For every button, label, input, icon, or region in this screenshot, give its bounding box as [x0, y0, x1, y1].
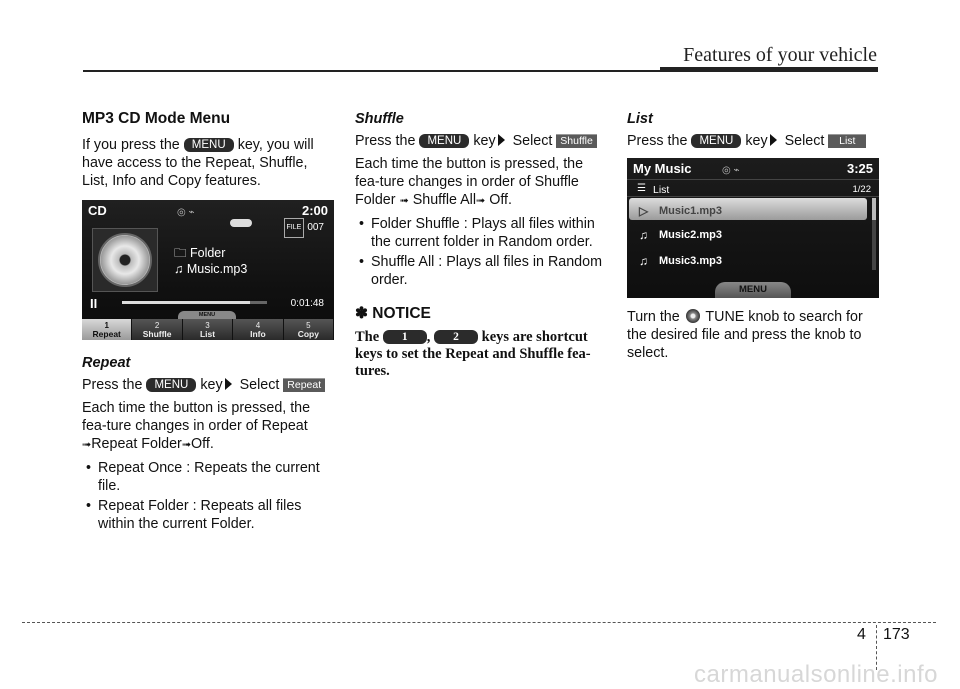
notice-comma: ,	[426, 329, 435, 345]
desc-text: Each time the button is pressed, the fea-ture changes in order of Shuffle Folder	[355, 156, 584, 208]
play-icon: ▷	[639, 204, 649, 218]
column-left	[82, 110, 334, 535]
arrow-icon: ➟	[399, 195, 409, 207]
song-name: Music3.mp3	[659, 255, 722, 267]
elapsed-time: 0:01:48	[290, 298, 324, 309]
song-name: Music2.mp3	[659, 229, 722, 241]
page-header-title: Features of your vehicle	[683, 44, 877, 66]
shuffle-option-badge: Shuffle	[556, 134, 597, 148]
tab-info[interactable]	[233, 319, 283, 340]
repeat-heading: Repeat	[82, 355, 131, 371]
footer-rule	[22, 622, 936, 623]
key-text: key	[196, 377, 223, 393]
cd-disc-icon	[98, 233, 152, 287]
menu-tab[interactable]: MENU	[715, 282, 791, 298]
menu-key-badge: MENU	[691, 134, 741, 148]
song-name: Music1.mp3	[659, 205, 722, 217]
tab-label: List	[199, 329, 216, 339]
usb-icon: ◎ ⌁	[722, 165, 740, 176]
list-count: 1/22	[852, 184, 871, 195]
select-text: Select	[780, 133, 829, 149]
shuffle-heading: Shuffle	[355, 111, 404, 127]
desc-text-mid: Repeat Folder	[91, 436, 182, 452]
page-number: 173	[883, 626, 910, 643]
pause-icon: II	[90, 296, 98, 311]
notice-text-cont: keys are shortcut keys to set the Repeat and Shuffle fea-tures.	[355, 329, 591, 379]
list-instruction	[627, 132, 879, 150]
intro-text-cont: key, you will have access to the Repeat, Shuffle, List, Info and Copy features.	[82, 137, 314, 189]
screen-status-bar	[627, 158, 879, 178]
list-item: • Shuffle All : Plays all files in Random order.	[355, 253, 607, 289]
menu-key-badge: MENU	[146, 378, 196, 392]
tab-number: 4	[255, 321, 261, 330]
file-number	[284, 218, 324, 238]
list-icon: ☰	[637, 183, 646, 194]
notice-body	[355, 329, 607, 380]
desc-text-end: Off.	[485, 192, 513, 208]
folder-name: Folder	[189, 246, 226, 260]
screen-title: CD	[88, 203, 107, 218]
desc-text-mid: Shuffle All	[412, 192, 477, 208]
cd-menu-tabs	[82, 319, 334, 340]
tab-label: Copy	[297, 329, 319, 339]
select-text: Select	[508, 133, 557, 149]
list-option-badge: List	[828, 134, 866, 148]
scrollbar[interactable]	[872, 198, 876, 270]
arrow-icon: ➟	[181, 439, 192, 451]
progress-fill	[122, 301, 250, 304]
arrow-icon: ➟	[476, 195, 486, 207]
file-row	[174, 260, 247, 278]
cd-indicator-icon	[230, 219, 252, 227]
column-middle	[355, 110, 607, 380]
column-right	[627, 110, 879, 367]
notice-title: ✽ NOTICE	[355, 305, 431, 322]
chapter-number: 4	[857, 626, 866, 643]
screen-title: My Music	[633, 161, 692, 176]
list-heading: List	[627, 111, 653, 127]
key-1-badge: 1	[383, 330, 427, 344]
music-note-icon: ♫	[174, 262, 187, 276]
desc-text-end: Off.	[191, 436, 214, 452]
music-note-icon: ♫	[639, 228, 648, 242]
tab-number: 3	[205, 321, 210, 330]
tab-repeat[interactable]	[82, 319, 132, 340]
arrow-right-icon	[225, 378, 232, 390]
my-music-screen	[627, 158, 879, 298]
list-item: • Repeat Once : Repeats the current file.	[82, 459, 334, 495]
menu-key-badge: MENU	[419, 134, 469, 148]
list-item: • Repeat Folder : Repeats all files within the current Folder.	[82, 497, 334, 533]
shuffle-description	[355, 155, 607, 210]
tab-copy[interactable]	[284, 319, 334, 340]
shuffle-list	[355, 215, 607, 289]
file-name: Music.mp3	[186, 262, 248, 276]
key-2-badge: 2	[434, 330, 478, 344]
tab-shuffle[interactable]	[132, 319, 182, 340]
screen-time: 2:00	[301, 203, 328, 218]
screen-time: 3:25	[846, 161, 873, 176]
repeat-description	[82, 399, 334, 454]
file-tag: FILE	[284, 218, 305, 238]
tab-list[interactable]	[183, 319, 233, 340]
select-text: Select	[235, 377, 284, 393]
scrollbar-thumb[interactable]	[872, 198, 876, 220]
desc-text: Each time the button is pressed, the fea-ture changes in order of Repeat	[82, 400, 311, 434]
press-text: Press the	[82, 377, 147, 393]
cd-mode-screen	[82, 200, 334, 340]
turn-text: Turn the	[627, 309, 684, 325]
tab-label: Shuffle	[142, 329, 172, 339]
arrow-right-icon	[498, 134, 505, 146]
tab-number: 1	[104, 321, 109, 330]
arrow-right-icon	[770, 134, 777, 146]
list-item[interactable]	[629, 222, 867, 244]
tune-instruction	[627, 308, 879, 362]
intro-paragraph	[82, 136, 334, 190]
list-item: • Folder Shuffle : Plays all files within the current folder in Random order.	[355, 215, 607, 251]
tab-label: Repeat	[92, 329, 121, 339]
menu-tab: MENU	[178, 311, 236, 319]
section-heading: MP3 CD Mode Menu	[82, 110, 231, 127]
tab-number: 2	[154, 321, 160, 330]
press-text: Press the	[355, 133, 420, 149]
list-label: List	[653, 184, 670, 196]
menu-key-badge: MENU	[184, 138, 234, 152]
notice-text: The	[355, 329, 383, 345]
list-item[interactable]	[629, 198, 867, 220]
turn-text-cont: TUNE knob to search for the desired file and press the knob to select.	[627, 309, 863, 361]
list-item[interactable]	[629, 248, 867, 270]
folder-icon: 🗀	[174, 246, 190, 260]
key-text: key	[741, 133, 768, 149]
file-number-value: 007	[307, 222, 324, 233]
repeat-instruction	[82, 376, 334, 394]
screen-status-bar	[82, 200, 334, 220]
key-text: key	[469, 133, 496, 149]
tab-label: Info	[250, 329, 266, 339]
progress-bar	[122, 301, 267, 304]
watermark: carmanualsonline.info	[694, 661, 938, 688]
intro-text: If you press the	[82, 137, 184, 153]
arrow-icon: ➟	[82, 439, 92, 451]
tab-number: 5	[306, 321, 311, 330]
header-rule-thick	[660, 67, 878, 72]
shuffle-instruction	[355, 132, 607, 150]
repeat-list	[82, 459, 334, 533]
music-note-icon: ♫	[639, 254, 648, 268]
press-text: Press the	[627, 133, 692, 149]
tune-knob-icon	[686, 309, 700, 323]
usb-icon: ◎ ⌁	[177, 207, 195, 218]
repeat-option-badge: Repeat	[283, 378, 325, 392]
